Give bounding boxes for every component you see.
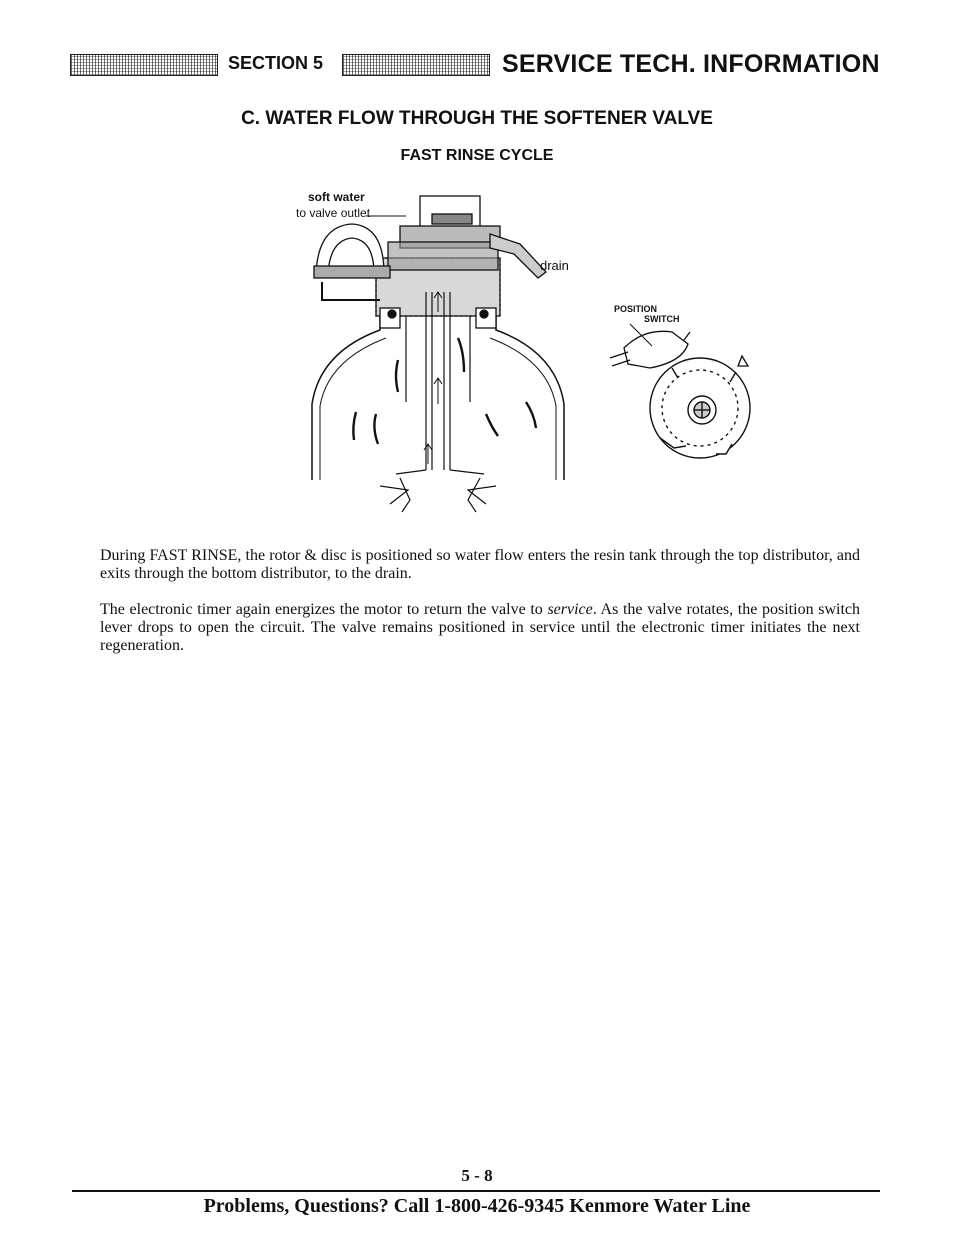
outlet-label: to valve outlet — [296, 206, 371, 220]
body-paragraph — [100, 601, 860, 655]
footer-text: Problems, Questions? Call 1-800-426-9345 Kenmore Water Line — [203, 1195, 751, 1217]
valve-flow-diagram — [280, 182, 780, 522]
drain-label: drain — [540, 258, 569, 273]
service-emphasis: service — [547, 601, 593, 618]
bottom-distributor — [380, 478, 496, 512]
section-label: SECTION 5 — [228, 53, 324, 73]
section-heading: C. WATER FLOW THROUGH THE SOFTENER VALVE — [241, 108, 713, 129]
header-pattern-bar — [70, 54, 218, 76]
footer-rule — [72, 1190, 880, 1192]
position-label: POSITION — [614, 304, 658, 314]
header-title: SERVICE TECH. INFORMATION — [502, 50, 880, 78]
page-number: 5 - 8 — [461, 1166, 493, 1185]
body-paragraph: During FAST RINSE, the rotor & disc is positioned so water flow enters the resin tank through the top distributor, and exits through the bottom distributor, to the drain. — [100, 547, 860, 582]
subheading: FAST RINSE CYCLE — [400, 147, 554, 164]
cam-disc — [650, 358, 750, 458]
paragraph-text: . As the valve rotates, the position switch lever drops to open the circuit. The valve remains positioned in service until the electronic timer initiates the next regeneration. — [100, 601, 861, 654]
soft-water-label: soft water — [308, 190, 365, 204]
header-pattern-bar — [342, 54, 490, 76]
switch-label: SWITCH — [644, 314, 680, 324]
riser-tubes — [396, 292, 484, 474]
paragraph-text: The electronic timer again energizes the motor to return the valve to — [100, 601, 548, 618]
